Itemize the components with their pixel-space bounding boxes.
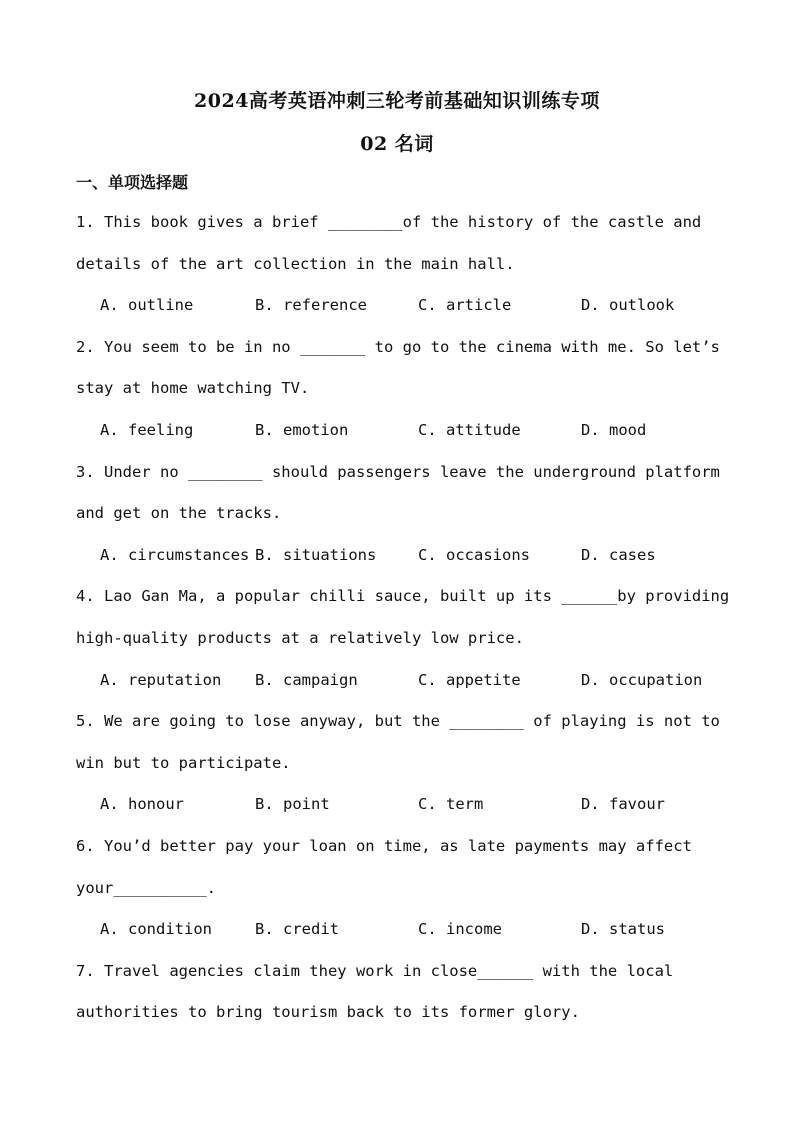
section-heading: 一、单项选择题: [76, 173, 189, 192]
question-1-option-c: C. article: [418, 296, 512, 314]
question-4-line-2: high-quality products at a relatively low price.: [76, 629, 524, 647]
question-3-option-d: D. cases: [581, 546, 656, 564]
question-5-option-d: D. favour: [581, 795, 665, 813]
question-7-line-2: authorities to bring tourism back to its former glory.: [76, 1003, 580, 1021]
question-1-option-a: A. outline: [100, 296, 194, 314]
question-6-option-c: C. income: [418, 920, 502, 938]
question-2-option-b: B. emotion: [255, 421, 349, 439]
question-6-option-a: A. condition: [100, 920, 212, 938]
question-6-option-d: D. status: [581, 920, 665, 938]
question-4-line-1: 4. Lao Gan Ma, a popular chilli sauce, built up its ______by providing: [76, 587, 730, 605]
question-5-line-2: win but to participate.: [76, 754, 291, 772]
question-3-option-a: A. circumstances: [100, 546, 250, 564]
question-3-option-c: C. occasions: [418, 546, 530, 564]
question-5-option-a: A. honour: [100, 795, 184, 813]
question-4-options: [100, 670, 740, 690]
question-3-line-1: 3. Under no ________ should passengers leave the underground platform: [76, 463, 720, 481]
question-4-option-a: A. reputation: [100, 671, 222, 689]
question-3-option-b: B. situations: [255, 546, 377, 564]
question-2-line-1: 2. You seem to be in no _______ to go to the cinema with me. So let’s: [76, 338, 720, 356]
question-5-option-b: B. point: [255, 795, 330, 813]
question-5-line-1: 5. We are going to lose anyway, but the ________ of playing is not to: [76, 712, 720, 730]
question-3-line-2: and get on the tracks.: [76, 504, 282, 522]
question-1-options: [100, 295, 740, 315]
question-4-option-b: B. campaign: [255, 671, 358, 689]
question-6-options: [100, 919, 740, 939]
document-subtitle: 02 名词: [360, 133, 434, 155]
question-1-line-1: 1. This book gives a brief ________of the history of the castle and: [76, 213, 702, 231]
question-6-option-b: B. credit: [255, 920, 339, 938]
question-2-line-2: stay at home watching TV.: [76, 379, 310, 397]
question-5-option-c: C. term: [418, 795, 484, 813]
question-1-option-d: D. outlook: [581, 296, 675, 314]
question-4-option-c: C. appetite: [418, 671, 521, 689]
question-6-line-1: 6. You’d better pay your loan on time, as late payments may affect: [76, 837, 692, 855]
question-1-line-2: details of the art collection in the main hall.: [76, 255, 515, 273]
question-7-line-1: 7. Travel agencies claim they work in close______ with the local: [76, 962, 674, 980]
question-2-option-a: A. feeling: [100, 421, 194, 439]
question-2-option-d: D. mood: [581, 421, 647, 439]
question-5-options: [100, 794, 740, 814]
question-2-options: [100, 420, 740, 440]
question-2-option-c: C. attitude: [418, 421, 521, 439]
question-3-options: [100, 545, 740, 565]
question-4-option-d: D. occupation: [581, 671, 703, 689]
question-1-option-b: B. reference: [255, 296, 367, 314]
document-title: 2024高考英语冲刺三轮考前基础知识训练专项: [194, 90, 600, 112]
question-6-line-2: your__________.: [76, 879, 216, 897]
